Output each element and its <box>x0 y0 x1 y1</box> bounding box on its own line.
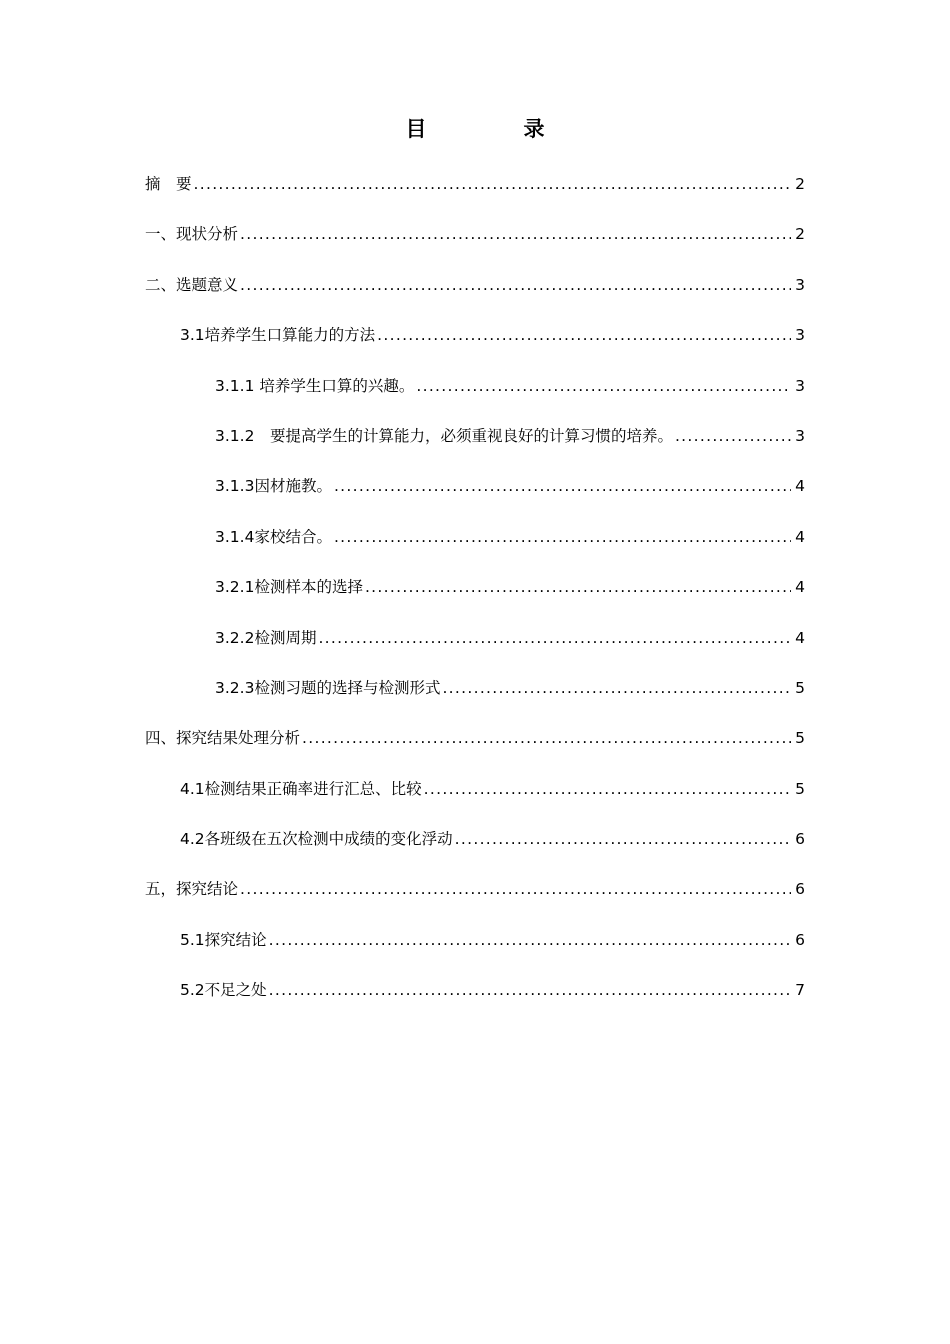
dot-leader <box>365 573 791 601</box>
toc-entry-3-1[interactable] <box>0 321 950 371</box>
toc-entry-4-1[interactable] <box>0 775 950 825</box>
dot-leader <box>269 926 791 954</box>
toc-page-number: 7 <box>795 981 805 1000</box>
toc-entry-label: 5.2不足之处 <box>180 981 267 1000</box>
dot-leader <box>269 976 791 1004</box>
toc-entry-5-1[interactable] <box>0 926 950 976</box>
toc-entry-abstract[interactable] <box>0 170 950 220</box>
toc-page-number: 2 <box>795 225 805 244</box>
toc-entry-label: 五，探究结论 <box>145 880 239 899</box>
dot-leader <box>302 724 791 752</box>
toc-entry-label: 3.1.1 培养学生口算的兴趣。 <box>215 376 415 395</box>
toc-entry-label: 3.1.2 要提高学生的计算能力，必须重视良好的计算习惯的培养。 <box>215 426 673 445</box>
toc-entry-3-1-2[interactable] <box>0 422 950 472</box>
toc-entry-label: 四、探究结果处理分析 <box>145 729 301 748</box>
toc-page-number: 4 <box>795 527 805 546</box>
dot-leader <box>318 624 791 652</box>
toc-title: 目 录 <box>405 117 583 141</box>
toc-entry-label: 3.1.4家校结合。 <box>215 527 332 546</box>
toc-entry-label: 3.1.3因材施教。 <box>215 477 332 496</box>
dot-leader <box>442 674 791 702</box>
toc-page-number: 6 <box>795 830 805 849</box>
dot-leader <box>194 170 791 198</box>
dot-leader <box>455 825 791 853</box>
toc-entry-5-2[interactable] <box>0 976 950 1026</box>
toc-entry-label: 3.2.3检测习题的选择与检测形式 <box>215 678 441 697</box>
toc-entry-label: 4.1检测结果正确率进行汇总、比较 <box>180 779 422 798</box>
toc-page-number: 3 <box>795 326 805 345</box>
toc-entry-3-2-1[interactable] <box>0 573 950 623</box>
toc-page-number: 4 <box>795 628 805 647</box>
toc-list <box>0 170 950 1027</box>
toc-page-number: 4 <box>795 477 805 496</box>
toc-page-number: 6 <box>795 930 805 949</box>
toc-entry-3-1-1[interactable] <box>0 372 950 422</box>
dot-leader <box>240 875 791 903</box>
toc-entry-label: 摘 要 <box>145 175 192 193</box>
toc-page-number: 3 <box>795 376 805 395</box>
toc-page-number: 6 <box>795 880 805 899</box>
toc-entry-label: 3.1培养学生口算能力的方法 <box>180 326 376 345</box>
dot-leader <box>334 523 791 551</box>
toc-page-number: 5 <box>795 729 805 748</box>
dot-leader <box>424 775 791 803</box>
toc-entry-label: 3.2.1检测样本的选择 <box>215 578 363 597</box>
toc-entry-3-2-3[interactable] <box>0 674 950 724</box>
toc-entry-label: 3.2.2检测周期 <box>215 628 317 647</box>
dot-leader <box>334 472 791 500</box>
dot-leader <box>377 321 791 349</box>
toc-page-number: 3 <box>795 426 805 445</box>
toc-entry-status-analysis[interactable] <box>0 220 950 270</box>
toc-entry-label: 5.1探究结论 <box>180 930 267 949</box>
toc-entry-label: 一、现状分析 <box>145 225 239 244</box>
toc-page-number: 4 <box>795 578 805 597</box>
dot-leader <box>240 220 791 248</box>
toc-entry-3-1-4[interactable] <box>0 523 950 573</box>
dot-leader <box>416 372 791 400</box>
toc-entry-topic-significance[interactable] <box>0 271 950 321</box>
toc-entry-label: 4.2各班级在五次检测中成绩的变化浮动 <box>180 830 453 849</box>
dot-leader <box>240 271 791 299</box>
toc-page-number: 3 <box>795 275 805 294</box>
dot-leader <box>675 422 791 450</box>
toc-entry-4-2[interactable] <box>0 825 950 875</box>
toc-entry-3-1-3[interactable] <box>0 472 950 522</box>
toc-page-number: 5 <box>795 678 805 697</box>
toc-entry-3-2-2[interactable] <box>0 624 950 674</box>
toc-page-number: 2 <box>795 175 805 193</box>
toc-entry-conclusion[interactable] <box>0 875 950 925</box>
toc-entry-label: 二、选题意义 <box>145 275 239 294</box>
toc-entry-result-analysis[interactable] <box>0 724 950 774</box>
toc-page-number: 5 <box>795 779 805 798</box>
